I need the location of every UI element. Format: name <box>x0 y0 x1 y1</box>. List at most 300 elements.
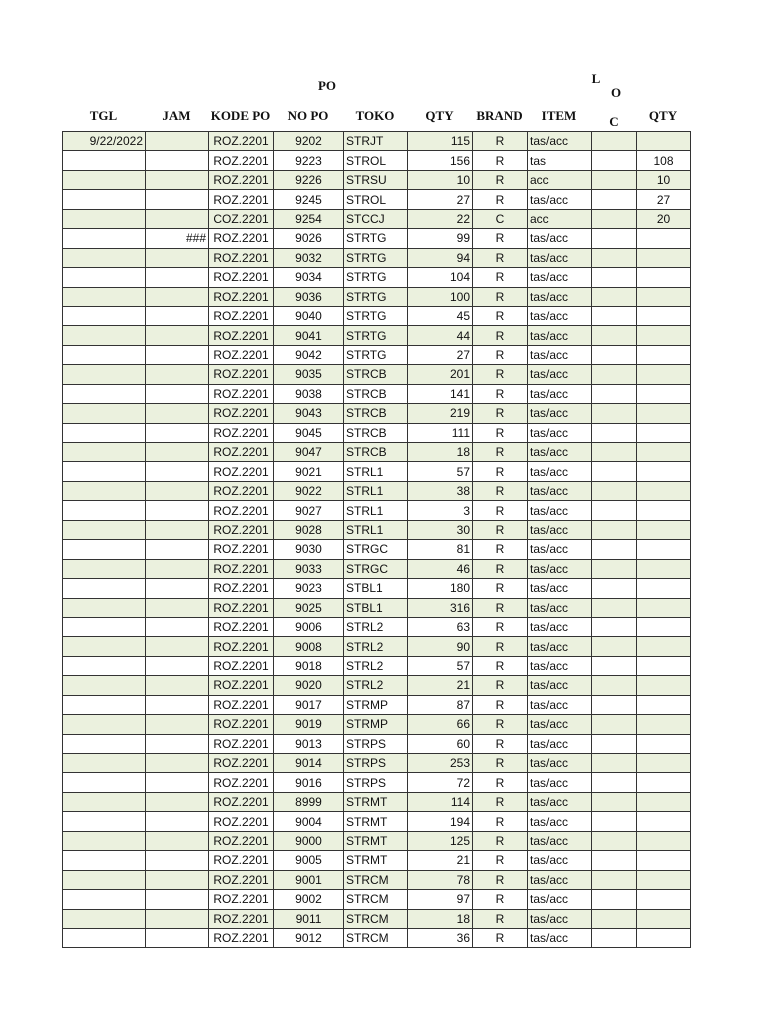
cell-item[interactable]: tas/acc <box>528 423 592 442</box>
cell-no-po[interactable]: 9011 <box>274 909 344 928</box>
cell-no-po[interactable]: 9032 <box>274 248 344 267</box>
cell-loc-qty[interactable] <box>637 579 691 598</box>
cell-jam[interactable] <box>146 734 209 753</box>
cell-kode-po[interactable]: ROZ.2201 <box>209 151 274 170</box>
cell-no-po[interactable]: 9254 <box>274 209 344 228</box>
cell-kode-po[interactable]: ROZ.2201 <box>209 306 274 325</box>
cell-brand[interactable]: R <box>473 754 528 773</box>
cell-qty[interactable]: 253 <box>408 754 473 773</box>
cell-toko[interactable]: STRCB <box>344 384 408 403</box>
cell-tgl[interactable] <box>63 540 146 559</box>
cell-no-po[interactable]: 9020 <box>274 676 344 695</box>
cell-tgl[interactable] <box>63 734 146 753</box>
cell-jam[interactable] <box>146 384 209 403</box>
cell-loc[interactable] <box>592 248 637 267</box>
cell-loc[interactable] <box>592 365 637 384</box>
cell-brand[interactable]: R <box>473 365 528 384</box>
cell-toko[interactable]: STRCM <box>344 870 408 889</box>
cell-loc[interactable] <box>592 637 637 656</box>
cell-brand[interactable]: R <box>473 248 528 267</box>
cell-item[interactable]: tas/acc <box>528 656 592 675</box>
cell-loc[interactable] <box>592 170 637 189</box>
cell-no-po[interactable]: 9006 <box>274 617 344 636</box>
cell-item[interactable]: tas/acc <box>528 287 592 306</box>
cell-no-po[interactable]: 9014 <box>274 754 344 773</box>
cell-tgl[interactable] <box>63 909 146 928</box>
cell-toko[interactable]: STRL1 <box>344 520 408 539</box>
cell-brand[interactable]: R <box>473 831 528 850</box>
cell-qty[interactable]: 10 <box>408 170 473 189</box>
cell-kode-po[interactable]: ROZ.2201 <box>209 423 274 442</box>
cell-brand[interactable]: R <box>473 559 528 578</box>
cell-loc[interactable] <box>592 190 637 209</box>
cell-loc[interactable] <box>592 579 637 598</box>
cell-tgl[interactable] <box>63 773 146 792</box>
cell-loc[interactable] <box>592 676 637 695</box>
cell-kode-po[interactable]: ROZ.2201 <box>209 326 274 345</box>
cell-loc[interactable] <box>592 870 637 889</box>
cell-qty[interactable]: 57 <box>408 656 473 675</box>
cell-kode-po[interactable]: ROZ.2201 <box>209 170 274 189</box>
cell-qty[interactable]: 27 <box>408 190 473 209</box>
cell-no-po[interactable]: 9036 <box>274 287 344 306</box>
cell-tgl[interactable] <box>63 598 146 617</box>
cell-qty[interactable]: 81 <box>408 540 473 559</box>
cell-qty[interactable]: 3 <box>408 501 473 520</box>
cell-toko[interactable]: STRTG <box>344 229 408 248</box>
cell-brand[interactable]: R <box>473 423 528 442</box>
cell-qty[interactable]: 194 <box>408 812 473 831</box>
cell-jam[interactable] <box>146 637 209 656</box>
cell-brand[interactable]: R <box>473 520 528 539</box>
cell-toko[interactable]: STRTG <box>344 287 408 306</box>
cell-toko[interactable]: STRL1 <box>344 481 408 500</box>
cell-item[interactable]: tas/acc <box>528 831 592 850</box>
cell-tgl[interactable] <box>63 268 146 287</box>
cell-loc-qty[interactable] <box>637 734 691 753</box>
cell-qty[interactable]: 111 <box>408 423 473 442</box>
cell-loc[interactable] <box>592 151 637 170</box>
cell-tgl[interactable] <box>63 715 146 734</box>
cell-jam[interactable] <box>146 423 209 442</box>
cell-item[interactable]: tas/acc <box>528 617 592 636</box>
cell-kode-po[interactable]: ROZ.2201 <box>209 540 274 559</box>
cell-kode-po[interactable]: ROZ.2201 <box>209 890 274 909</box>
cell-jam[interactable] <box>146 617 209 636</box>
cell-qty[interactable]: 38 <box>408 481 473 500</box>
cell-jam[interactable] <box>146 831 209 850</box>
cell-kode-po[interactable]: ROZ.2201 <box>209 132 274 151</box>
cell-item[interactable]: tas/acc <box>528 248 592 267</box>
cell-brand[interactable]: R <box>473 695 528 714</box>
cell-loc-qty[interactable] <box>637 792 691 811</box>
cell-kode-po[interactable]: ROZ.2201 <box>209 851 274 870</box>
cell-loc-qty[interactable] <box>637 909 691 928</box>
cell-item[interactable]: tas/acc <box>528 598 592 617</box>
cell-brand[interactable]: R <box>473 462 528 481</box>
cell-brand[interactable]: R <box>473 229 528 248</box>
cell-brand[interactable]: R <box>473 676 528 695</box>
cell-toko[interactable]: STROL <box>344 190 408 209</box>
cell-loc[interactable] <box>592 423 637 442</box>
cell-brand[interactable]: R <box>473 656 528 675</box>
cell-item[interactable]: tas/acc <box>528 306 592 325</box>
cell-no-po[interactable]: 9026 <box>274 229 344 248</box>
cell-no-po[interactable]: 9012 <box>274 928 344 947</box>
cell-tgl[interactable] <box>63 306 146 325</box>
cell-tgl[interactable] <box>63 501 146 520</box>
cell-tgl[interactable] <box>63 754 146 773</box>
cell-brand[interactable]: R <box>473 151 528 170</box>
cell-kode-po[interactable]: ROZ.2201 <box>209 792 274 811</box>
cell-loc-qty[interactable] <box>637 326 691 345</box>
cell-toko[interactable]: STRCM <box>344 928 408 947</box>
cell-toko[interactable]: STRMP <box>344 715 408 734</box>
cell-kode-po[interactable]: ROZ.2201 <box>209 404 274 423</box>
cell-item[interactable]: tas/acc <box>528 520 592 539</box>
cell-jam[interactable] <box>146 170 209 189</box>
cell-brand[interactable]: R <box>473 773 528 792</box>
cell-loc-qty[interactable] <box>637 656 691 675</box>
cell-brand[interactable]: R <box>473 190 528 209</box>
cell-brand[interactable]: C <box>473 209 528 228</box>
cell-qty[interactable]: 97 <box>408 890 473 909</box>
cell-tgl[interactable] <box>63 345 146 364</box>
cell-kode-po[interactable]: ROZ.2201 <box>209 287 274 306</box>
cell-jam[interactable] <box>146 812 209 831</box>
cell-loc[interactable] <box>592 443 637 462</box>
cell-loc-qty[interactable]: 108 <box>637 151 691 170</box>
cell-toko[interactable]: STRL2 <box>344 617 408 636</box>
cell-loc-qty[interactable] <box>637 559 691 578</box>
cell-jam[interactable] <box>146 287 209 306</box>
cell-item[interactable]: tas/acc <box>528 792 592 811</box>
cell-tgl[interactable]: 9/22/2022 <box>63 132 146 151</box>
cell-no-po[interactable]: 9223 <box>274 151 344 170</box>
cell-brand[interactable]: R <box>473 715 528 734</box>
cell-kode-po[interactable]: ROZ.2201 <box>209 734 274 753</box>
cell-loc-qty[interactable] <box>637 851 691 870</box>
cell-tgl[interactable] <box>63 151 146 170</box>
cell-brand[interactable]: R <box>473 870 528 889</box>
cell-toko[interactable]: STRSU <box>344 170 408 189</box>
cell-no-po[interactable]: 9008 <box>274 637 344 656</box>
cell-brand[interactable]: R <box>473 384 528 403</box>
cell-qty[interactable]: 27 <box>408 345 473 364</box>
cell-loc[interactable] <box>592 326 637 345</box>
cell-tgl[interactable] <box>63 190 146 209</box>
cell-kode-po[interactable]: ROZ.2201 <box>209 365 274 384</box>
cell-brand[interactable]: R <box>473 851 528 870</box>
cell-no-po[interactable]: 9034 <box>274 268 344 287</box>
cell-toko[interactable]: STRCM <box>344 890 408 909</box>
cell-qty[interactable]: 141 <box>408 384 473 403</box>
cell-jam[interactable] <box>146 520 209 539</box>
cell-toko[interactable]: STRPS <box>344 754 408 773</box>
cell-qty[interactable]: 316 <box>408 598 473 617</box>
cell-item[interactable]: tas/acc <box>528 384 592 403</box>
cell-jam[interactable] <box>146 676 209 695</box>
cell-toko[interactable]: STRL1 <box>344 501 408 520</box>
cell-toko[interactable]: STBL1 <box>344 579 408 598</box>
cell-loc-qty[interactable] <box>637 928 691 947</box>
cell-jam[interactable] <box>146 151 209 170</box>
cell-kode-po[interactable]: ROZ.2201 <box>209 598 274 617</box>
cell-toko[interactable]: STRGC <box>344 559 408 578</box>
cell-kode-po[interactable]: ROZ.2201 <box>209 754 274 773</box>
cell-toko[interactable]: STRL1 <box>344 462 408 481</box>
cell-brand[interactable]: R <box>473 501 528 520</box>
cell-no-po[interactable]: 9025 <box>274 598 344 617</box>
cell-loc-qty[interactable] <box>637 598 691 617</box>
cell-loc[interactable] <box>592 890 637 909</box>
cell-item[interactable]: tas/acc <box>528 695 592 714</box>
cell-tgl[interactable] <box>63 287 146 306</box>
cell-loc[interactable] <box>592 617 637 636</box>
cell-item[interactable]: tas/acc <box>528 365 592 384</box>
cell-jam[interactable]: ### <box>146 229 209 248</box>
cell-no-po[interactable]: 9045 <box>274 423 344 442</box>
cell-tgl[interactable] <box>63 617 146 636</box>
cell-kode-po[interactable]: ROZ.2201 <box>209 909 274 928</box>
cell-toko[interactable]: STRTG <box>344 345 408 364</box>
cell-kode-po[interactable]: ROZ.2201 <box>209 559 274 578</box>
cell-brand[interactable]: R <box>473 928 528 947</box>
cell-brand[interactable]: R <box>473 812 528 831</box>
cell-qty[interactable]: 115 <box>408 132 473 151</box>
cell-kode-po[interactable]: ROZ.2201 <box>209 443 274 462</box>
cell-kode-po[interactable]: ROZ.2201 <box>209 676 274 695</box>
cell-no-po[interactable]: 9041 <box>274 326 344 345</box>
cell-loc-qty[interactable] <box>637 404 691 423</box>
cell-loc-qty[interactable] <box>637 520 691 539</box>
cell-item[interactable]: tas/acc <box>528 404 592 423</box>
cell-toko[interactable]: STRGC <box>344 540 408 559</box>
cell-kode-po[interactable]: ROZ.2201 <box>209 870 274 889</box>
cell-no-po[interactable]: 9017 <box>274 695 344 714</box>
cell-loc-qty[interactable] <box>637 423 691 442</box>
cell-toko[interactable]: STRPS <box>344 734 408 753</box>
cell-toko[interactable]: STRMP <box>344 695 408 714</box>
cell-qty[interactable]: 22 <box>408 209 473 228</box>
cell-loc-qty[interactable] <box>637 773 691 792</box>
cell-qty[interactable]: 21 <box>408 676 473 695</box>
cell-toko[interactable]: STRPS <box>344 773 408 792</box>
cell-tgl[interactable] <box>63 209 146 228</box>
cell-item[interactable]: tas/acc <box>528 754 592 773</box>
cell-toko[interactable]: STRMT <box>344 792 408 811</box>
cell-item[interactable]: tas/acc <box>528 909 592 928</box>
cell-loc[interactable] <box>592 404 637 423</box>
cell-item[interactable]: tas/acc <box>528 559 592 578</box>
cell-no-po[interactable]: 9030 <box>274 540 344 559</box>
cell-brand[interactable]: R <box>473 345 528 364</box>
cell-brand[interactable]: R <box>473 132 528 151</box>
cell-tgl[interactable] <box>63 890 146 909</box>
cell-tgl[interactable] <box>63 812 146 831</box>
cell-jam[interactable] <box>146 132 209 151</box>
cell-loc[interactable] <box>592 268 637 287</box>
cell-jam[interactable] <box>146 559 209 578</box>
cell-item[interactable]: tas/acc <box>528 734 592 753</box>
cell-loc[interactable] <box>592 462 637 481</box>
cell-item[interactable]: tas/acc <box>528 851 592 870</box>
cell-loc-qty[interactable] <box>637 345 691 364</box>
cell-brand[interactable]: R <box>473 598 528 617</box>
cell-qty[interactable]: 94 <box>408 248 473 267</box>
cell-toko[interactable]: STRL2 <box>344 676 408 695</box>
cell-loc[interactable] <box>592 384 637 403</box>
cell-jam[interactable] <box>146 268 209 287</box>
cell-loc[interactable] <box>592 656 637 675</box>
cell-loc[interactable] <box>592 598 637 617</box>
cell-qty[interactable]: 99 <box>408 229 473 248</box>
cell-loc[interactable] <box>592 773 637 792</box>
cell-jam[interactable] <box>146 870 209 889</box>
cell-brand[interactable]: R <box>473 287 528 306</box>
cell-loc[interactable] <box>592 812 637 831</box>
cell-brand[interactable]: R <box>473 734 528 753</box>
cell-qty[interactable]: 156 <box>408 151 473 170</box>
cell-item[interactable]: tas/acc <box>528 229 592 248</box>
cell-loc[interactable] <box>592 229 637 248</box>
cell-loc-qty[interactable] <box>637 617 691 636</box>
cell-qty[interactable]: 125 <box>408 831 473 850</box>
cell-toko[interactable]: STRTG <box>344 326 408 345</box>
cell-loc-qty[interactable] <box>637 715 691 734</box>
cell-kode-po[interactable]: ROZ.2201 <box>209 268 274 287</box>
cell-jam[interactable] <box>146 345 209 364</box>
cell-loc[interactable] <box>592 851 637 870</box>
cell-toko[interactable]: STRCM <box>344 909 408 928</box>
cell-jam[interactable] <box>146 306 209 325</box>
cell-loc[interactable] <box>592 481 637 500</box>
cell-tgl[interactable] <box>63 404 146 423</box>
cell-no-po[interactable]: 9042 <box>274 345 344 364</box>
cell-tgl[interactable] <box>63 870 146 889</box>
cell-item[interactable]: acc <box>528 209 592 228</box>
cell-qty[interactable]: 78 <box>408 870 473 889</box>
cell-brand[interactable]: R <box>473 268 528 287</box>
cell-no-po[interactable]: 9245 <box>274 190 344 209</box>
cell-qty[interactable]: 57 <box>408 462 473 481</box>
cell-loc[interactable] <box>592 501 637 520</box>
cell-jam[interactable] <box>146 792 209 811</box>
cell-jam[interactable] <box>146 754 209 773</box>
cell-no-po[interactable]: 9038 <box>274 384 344 403</box>
cell-item[interactable]: tas/acc <box>528 870 592 889</box>
cell-toko[interactable]: STRJT <box>344 132 408 151</box>
cell-kode-po[interactable]: ROZ.2201 <box>209 481 274 500</box>
cell-no-po[interactable]: 9013 <box>274 734 344 753</box>
cell-no-po[interactable]: 9022 <box>274 481 344 500</box>
cell-item[interactable]: tas/acc <box>528 132 592 151</box>
cell-no-po[interactable]: 9016 <box>274 773 344 792</box>
cell-qty[interactable]: 60 <box>408 734 473 753</box>
cell-brand[interactable]: R <box>473 443 528 462</box>
cell-toko[interactable]: STBL1 <box>344 598 408 617</box>
cell-kode-po[interactable]: ROZ.2201 <box>209 229 274 248</box>
cell-brand[interactable]: R <box>473 306 528 325</box>
cell-toko[interactable]: STCCJ <box>344 209 408 228</box>
cell-jam[interactable] <box>146 481 209 500</box>
cell-toko[interactable]: STRL2 <box>344 656 408 675</box>
cell-loc[interactable] <box>592 928 637 947</box>
cell-item[interactable]: tas/acc <box>528 890 592 909</box>
cell-no-po[interactable]: 9035 <box>274 365 344 384</box>
cell-loc[interactable] <box>592 209 637 228</box>
cell-tgl[interactable] <box>63 229 146 248</box>
cell-toko[interactable]: STROL <box>344 151 408 170</box>
cell-no-po[interactable]: 9226 <box>274 170 344 189</box>
cell-item[interactable]: tas/acc <box>528 928 592 947</box>
cell-qty[interactable]: 30 <box>408 520 473 539</box>
cell-qty[interactable]: 44 <box>408 326 473 345</box>
cell-loc[interactable] <box>592 306 637 325</box>
cell-no-po[interactable]: 9043 <box>274 404 344 423</box>
cell-qty[interactable]: 104 <box>408 268 473 287</box>
cell-jam[interactable] <box>146 501 209 520</box>
cell-qty[interactable]: 21 <box>408 851 473 870</box>
cell-tgl[interactable] <box>63 928 146 947</box>
cell-jam[interactable] <box>146 928 209 947</box>
cell-jam[interactable] <box>146 404 209 423</box>
cell-toko[interactable]: STRMT <box>344 831 408 850</box>
cell-item[interactable]: tas/acc <box>528 501 592 520</box>
cell-loc[interactable] <box>592 695 637 714</box>
cell-item[interactable]: tas/acc <box>528 676 592 695</box>
cell-loc-qty[interactable] <box>637 132 691 151</box>
cell-toko[interactable]: STRCB <box>344 404 408 423</box>
cell-no-po[interactable]: 9047 <box>274 443 344 462</box>
cell-jam[interactable] <box>146 540 209 559</box>
cell-jam[interactable] <box>146 773 209 792</box>
cell-loc-qty[interactable] <box>637 676 691 695</box>
cell-item[interactable]: tas/acc <box>528 462 592 481</box>
cell-qty[interactable]: 36 <box>408 928 473 947</box>
cell-loc[interactable] <box>592 734 637 753</box>
cell-item[interactable]: tas/acc <box>528 579 592 598</box>
cell-qty[interactable]: 18 <box>408 909 473 928</box>
cell-loc-qty[interactable] <box>637 501 691 520</box>
cell-jam[interactable] <box>146 326 209 345</box>
cell-tgl[interactable] <box>63 676 146 695</box>
cell-qty[interactable]: 72 <box>408 773 473 792</box>
cell-tgl[interactable] <box>63 695 146 714</box>
cell-brand[interactable]: R <box>473 326 528 345</box>
cell-loc[interactable] <box>592 287 637 306</box>
cell-loc-qty[interactable] <box>637 870 691 889</box>
cell-loc-qty[interactable] <box>637 540 691 559</box>
cell-qty[interactable]: 180 <box>408 579 473 598</box>
cell-kode-po[interactable]: ROZ.2201 <box>209 831 274 850</box>
cell-kode-po[interactable]: ROZ.2201 <box>209 579 274 598</box>
cell-item[interactable]: tas <box>528 151 592 170</box>
cell-no-po[interactable]: 9018 <box>274 656 344 675</box>
cell-no-po[interactable]: 9001 <box>274 870 344 889</box>
cell-no-po[interactable]: 9028 <box>274 520 344 539</box>
cell-tgl[interactable] <box>63 462 146 481</box>
cell-loc-qty[interactable]: 10 <box>637 170 691 189</box>
cell-kode-po[interactable]: ROZ.2201 <box>209 695 274 714</box>
cell-qty[interactable]: 63 <box>408 617 473 636</box>
cell-tgl[interactable] <box>63 170 146 189</box>
cell-brand[interactable]: R <box>473 404 528 423</box>
cell-tgl[interactable] <box>63 579 146 598</box>
cell-brand[interactable]: R <box>473 909 528 928</box>
cell-kode-po[interactable]: ROZ.2201 <box>209 462 274 481</box>
cell-no-po[interactable]: 9019 <box>274 715 344 734</box>
